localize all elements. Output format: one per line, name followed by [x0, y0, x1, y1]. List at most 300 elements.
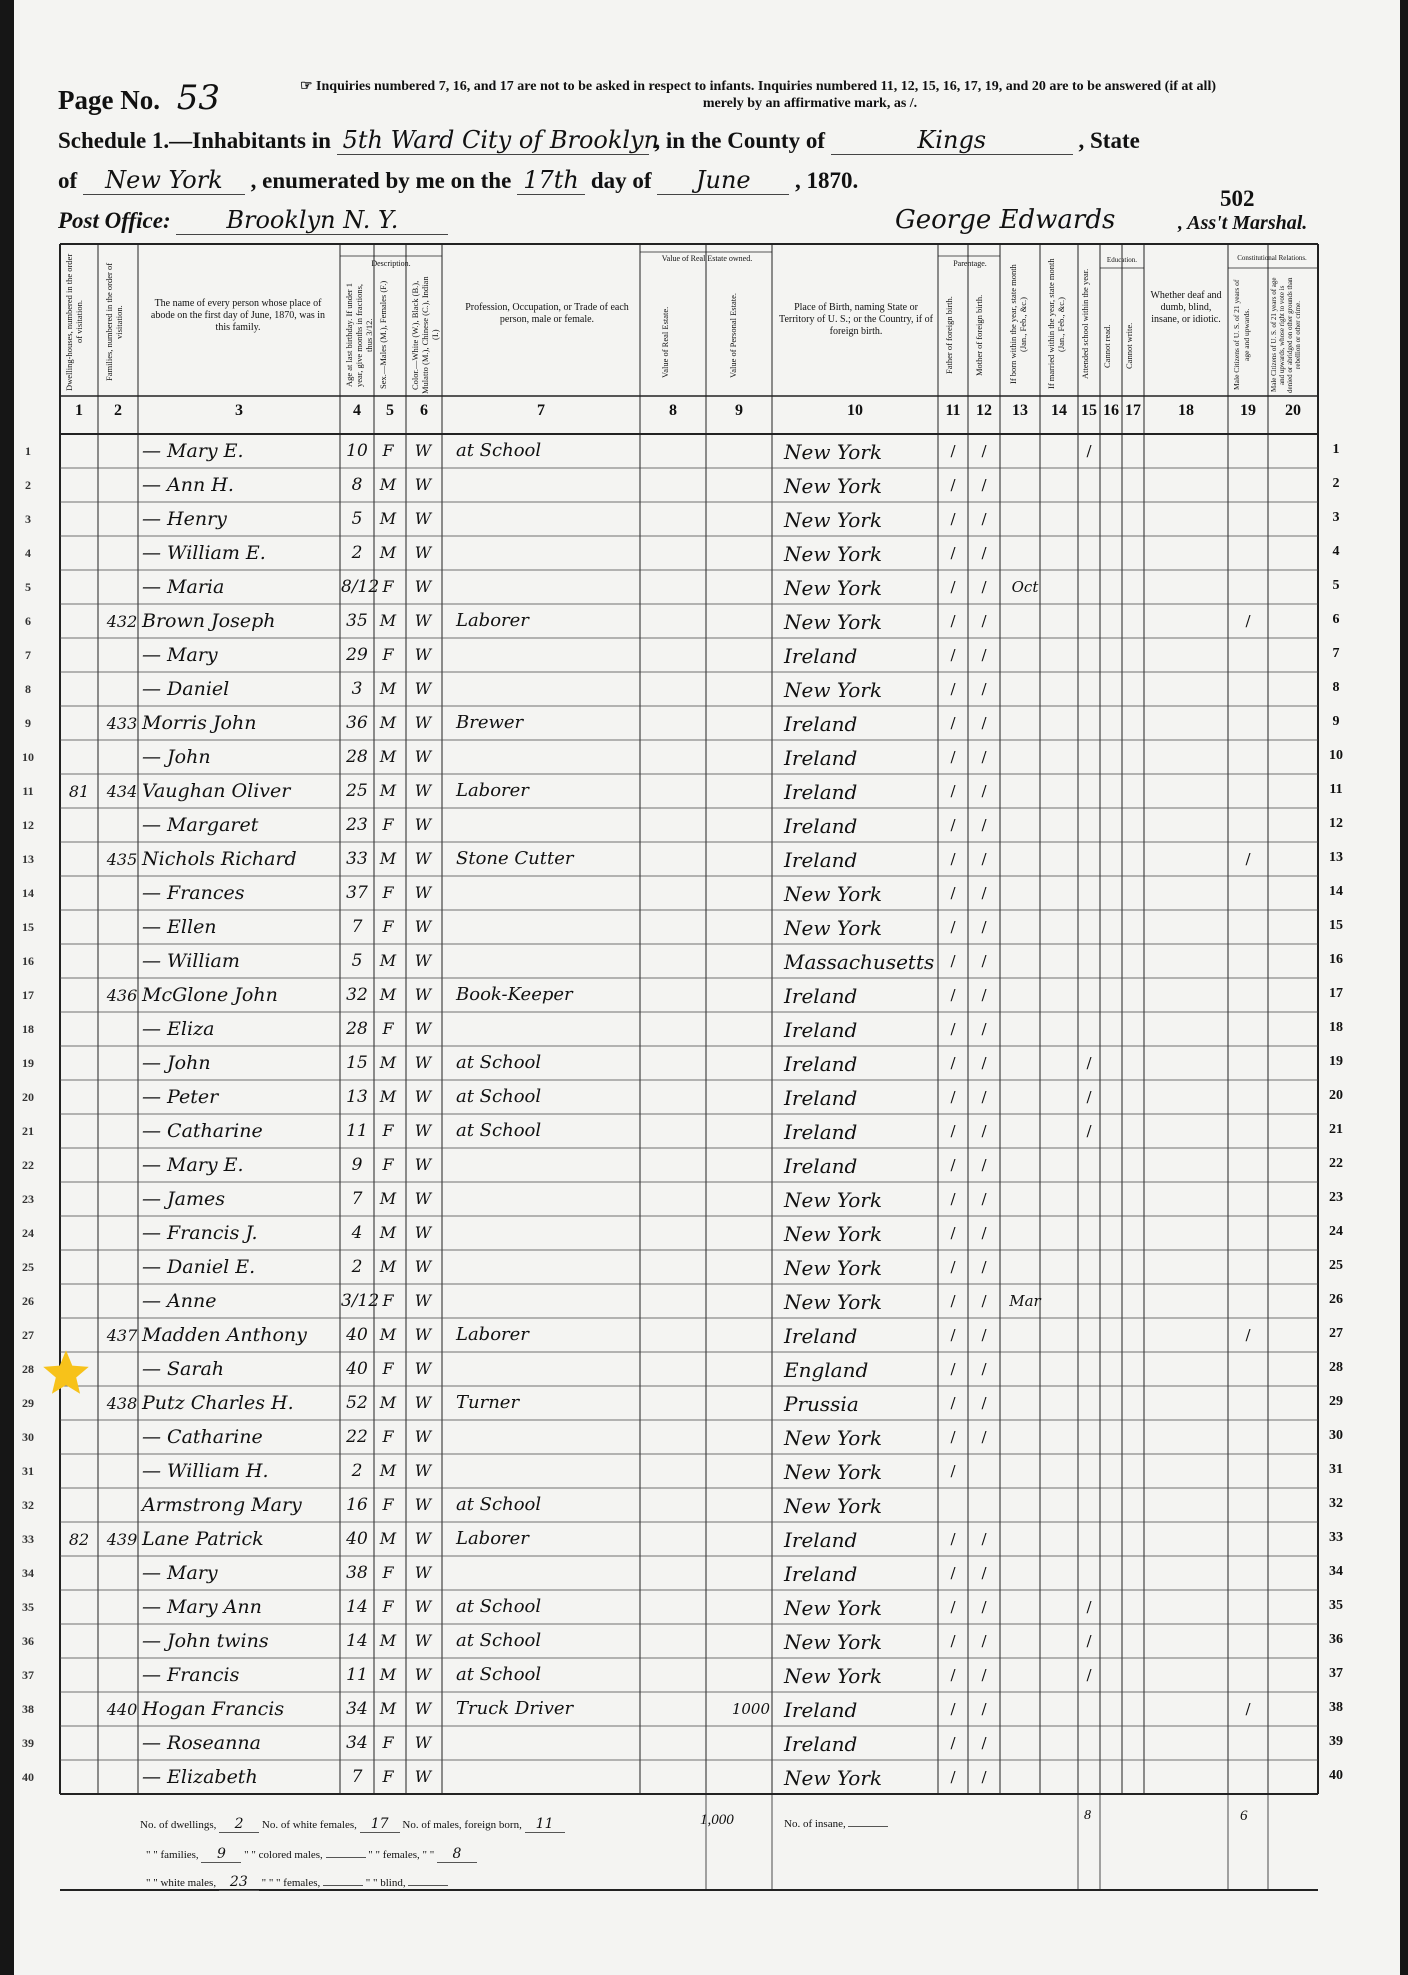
- margin-row-number: 25: [22, 1260, 34, 1274]
- father-foreign-mark: /: [950, 1360, 956, 1378]
- father-foreign-mark: /: [950, 1088, 956, 1106]
- birth-month-value: Mar: [1009, 1292, 1041, 1310]
- inquiry-note-text: ☞ Inquiries numbered 7, 16, and 17 are not to be asked in respect to infants. Inquiries numbered 11, 12, 15, 16, 17, 19, and 20 are to be answered (if at all): [300, 79, 1217, 94]
- sex-value: M: [379, 611, 397, 630]
- colored-males-value: [326, 1857, 366, 1858]
- family-number: 432: [106, 612, 138, 631]
- mother-foreign-mark: /: [981, 578, 987, 596]
- person-name: Nichols Richard: [142, 848, 297, 870]
- footer-line-1: [140, 1816, 565, 1833]
- birthplace-value: New York: [784, 1596, 882, 1620]
- row-number: 26: [1329, 1292, 1343, 1307]
- sex-value: M: [379, 1461, 397, 1480]
- margin-row-number: 9: [25, 716, 31, 730]
- marshal-signature: George Edwards: [895, 205, 1116, 235]
- row-number: 22: [1329, 1156, 1343, 1171]
- family-number: 440: [106, 1700, 138, 1719]
- row-number: 4: [1332, 544, 1340, 559]
- color-value: W: [414, 1189, 432, 1208]
- state-value: New York: [83, 166, 245, 195]
- margin-row-number: 27: [22, 1328, 34, 1342]
- row-number: 13: [1329, 850, 1343, 865]
- age-value: 40: [346, 1325, 368, 1345]
- birthplace-value: New York: [784, 576, 882, 600]
- person-name: — Henry: [142, 508, 227, 530]
- mother-foreign-mark: /: [981, 544, 987, 562]
- sex-value: F: [382, 1767, 394, 1786]
- color-value: W: [414, 951, 432, 970]
- mother-foreign-mark: /: [981, 1292, 987, 1310]
- column-number: 5: [386, 402, 394, 419]
- column-number: 16: [1103, 402, 1119, 419]
- mother-foreign-mark: /: [981, 680, 987, 698]
- color-value: W: [414, 1393, 432, 1412]
- father-foreign-mark: /: [950, 1292, 956, 1310]
- person-name: Morris John: [142, 712, 257, 734]
- column-number: 17: [1125, 402, 1141, 419]
- birthplace-value: New York: [784, 440, 882, 464]
- col-header-3: The name of every person whose place of abode on the first day of June, 1870, was in this family.: [150, 298, 326, 333]
- age-value: 14: [346, 1597, 368, 1617]
- age-value: 32: [346, 985, 368, 1005]
- margin-row-number: 8: [25, 682, 31, 696]
- row-number: 36: [1329, 1632, 1343, 1647]
- row-number: 5: [1332, 578, 1340, 593]
- father-foreign-mark: /: [950, 1054, 956, 1072]
- father-foreign-mark: /: [950, 1020, 956, 1038]
- birthplace-value: Ireland: [784, 1052, 858, 1076]
- sex-value: F: [382, 917, 394, 936]
- occupation-value: Stone Cutter: [456, 848, 574, 869]
- color-value: W: [414, 611, 432, 630]
- margin-row-number: 22: [22, 1158, 34, 1172]
- footer-line-3: [146, 1874, 448, 1891]
- mother-foreign-mark: /: [981, 476, 987, 494]
- col-header-10: Place of Birth, naming State or Territory of U. S.; or the Country, if of foreign birth.: [779, 302, 933, 337]
- age-value: 11: [346, 1665, 368, 1685]
- margin-row-number: 4: [25, 546, 31, 560]
- birthplace-value: New York: [784, 610, 882, 634]
- father-foreign-mark: /: [950, 1632, 956, 1650]
- father-foreign-mark: /: [950, 1394, 956, 1412]
- person-name: — Ann H.: [142, 474, 234, 496]
- mother-foreign-mark: /: [981, 1700, 987, 1718]
- person-name: — Peter: [142, 1086, 219, 1108]
- birthplace-value: Ireland: [784, 984, 858, 1008]
- row-number: 6: [1332, 612, 1340, 627]
- row-number: 19: [1329, 1054, 1343, 1069]
- occupation-value: Laborer: [456, 780, 529, 801]
- column-number: 18: [1178, 402, 1194, 419]
- color-value: W: [414, 1121, 432, 1140]
- column-number: 6: [420, 402, 428, 419]
- father-foreign-mark: /: [950, 1258, 956, 1276]
- white-females-value: 17: [360, 1816, 400, 1833]
- birthplace-value: New York: [784, 1222, 882, 1246]
- age-value: 52: [346, 1393, 368, 1413]
- row-number: 23: [1329, 1190, 1343, 1205]
- occupation-value: at School: [456, 440, 542, 461]
- foreign-females-value: 8: [437, 1846, 477, 1863]
- age-value: 15: [346, 1053, 368, 1073]
- education-header: Education.: [1106, 256, 1138, 264]
- father-foreign-mark: /: [950, 1326, 956, 1344]
- citizen-mark: /: [1245, 612, 1251, 630]
- color-value: W: [414, 1427, 432, 1446]
- age-value: 3: [351, 679, 363, 699]
- mother-foreign-mark: /: [981, 1054, 987, 1072]
- father-foreign-mark: /: [950, 680, 956, 698]
- father-foreign-mark: /: [950, 1598, 956, 1616]
- row-number: 20: [1329, 1088, 1343, 1103]
- person-name: — Sarah: [142, 1358, 225, 1380]
- age-value: 2: [351, 543, 363, 563]
- birthplace-value: Ireland: [784, 1324, 858, 1348]
- person-name: Vaughan Oliver: [142, 780, 291, 802]
- column-number: 7: [537, 402, 545, 419]
- person-name: — John: [142, 1052, 211, 1074]
- father-foreign-mark: /: [950, 476, 956, 494]
- color-value: W: [414, 1257, 432, 1276]
- family-number: 437: [106, 1326, 138, 1345]
- mother-foreign-mark: /: [981, 1530, 987, 1548]
- column-number: 9: [735, 402, 743, 419]
- row-number: 33: [1329, 1530, 1343, 1545]
- age-value: 10: [346, 441, 368, 461]
- age-value: 23: [346, 815, 368, 835]
- age-value: 37: [346, 883, 368, 903]
- sex-value: F: [382, 577, 394, 596]
- column-number: 1: [75, 402, 83, 419]
- color-value: W: [414, 1223, 432, 1242]
- age-value: 33: [346, 849, 368, 869]
- color-value: W: [414, 1665, 432, 1684]
- row-number: 9: [1332, 714, 1340, 729]
- mother-foreign-mark: /: [981, 782, 987, 800]
- row-number: 27: [1329, 1326, 1343, 1341]
- column-number: 19: [1240, 402, 1256, 419]
- father-foreign-mark: /: [950, 544, 956, 562]
- white-males-label: " " white males,: [146, 1877, 217, 1889]
- occupation-value: Laborer: [456, 610, 529, 631]
- school-mark: /: [1086, 1598, 1092, 1616]
- father-foreign-mark: /: [950, 1224, 956, 1242]
- blind-label: " " blind,: [365, 1877, 406, 1889]
- mother-foreign-mark: /: [981, 748, 987, 766]
- row-number: 24: [1329, 1224, 1343, 1239]
- person-name: — Mary: [142, 644, 218, 666]
- mother-foreign-mark: /: [981, 1768, 987, 1786]
- school-mark: /: [1086, 1054, 1092, 1072]
- color-value: W: [414, 747, 432, 766]
- mother-foreign-mark: /: [981, 1734, 987, 1752]
- margin-row-number: 29: [22, 1396, 34, 1410]
- mother-foreign-mark: /: [981, 918, 987, 936]
- insane-value: [848, 1826, 888, 1827]
- sex-value: M: [379, 1325, 397, 1344]
- column-number: 20: [1285, 402, 1301, 419]
- color-value: W: [414, 1597, 432, 1616]
- margin-row-number: 18: [22, 1022, 34, 1036]
- father-foreign-mark: /: [950, 918, 956, 936]
- margin-row-number: 5: [25, 580, 31, 594]
- row-number: 16: [1329, 952, 1343, 967]
- row-number: 8: [1332, 680, 1340, 695]
- father-foreign-mark: /: [950, 612, 956, 630]
- occupation-value: Turner: [456, 1392, 520, 1413]
- birthplace-value: Massachusetts: [784, 950, 935, 974]
- sex-value: F: [382, 1733, 394, 1752]
- occupation-value: Laborer: [456, 1528, 529, 1549]
- mother-foreign-mark: /: [981, 1122, 987, 1140]
- father-foreign-mark: /: [950, 850, 956, 868]
- column-number: 11: [945, 402, 961, 419]
- col-header-17: Cannot write.: [1124, 322, 1134, 370]
- foreign-males-value: 11: [525, 1816, 565, 1833]
- person-name: — Margaret: [142, 814, 259, 836]
- color-value: W: [414, 1699, 432, 1718]
- age-value: 40: [346, 1359, 368, 1379]
- color-value: W: [414, 679, 432, 698]
- color-value: W: [414, 1733, 432, 1752]
- father-foreign-mark: /: [950, 1768, 956, 1786]
- margin-row-number: 6: [25, 614, 31, 628]
- person-name: — William H.: [142, 1460, 269, 1482]
- margin-row-number: 36: [22, 1634, 34, 1648]
- color-value: W: [414, 815, 432, 834]
- family-number: 438: [106, 1394, 138, 1413]
- person-name: — Catharine: [142, 1120, 263, 1142]
- mother-foreign-mark: /: [981, 816, 987, 834]
- sex-value: F: [382, 815, 394, 834]
- birthplace-value: Ireland: [784, 1698, 858, 1722]
- color-value: W: [414, 509, 432, 528]
- col-header-13: If born within the year, state month (Jan., Feb., &c.): [1008, 264, 1028, 384]
- row-number: 21: [1329, 1122, 1343, 1137]
- sex-value: F: [382, 1291, 394, 1310]
- day-value: 17th: [517, 166, 585, 195]
- birthplace-value: England: [784, 1358, 869, 1382]
- sex-value: M: [379, 679, 397, 698]
- age-value: 9: [351, 1155, 363, 1175]
- margin-row-number: 17: [22, 988, 34, 1002]
- family-number: 435: [106, 850, 138, 869]
- father-foreign-mark: /: [950, 578, 956, 596]
- mother-foreign-mark: /: [981, 442, 987, 460]
- colored-males-label: " " colored males,: [244, 1849, 323, 1861]
- birthplace-value: New York: [784, 542, 882, 566]
- age-value: 7: [351, 1189, 363, 1209]
- margin-row-number: 28: [22, 1362, 34, 1376]
- birthplace-value: New York: [784, 508, 882, 532]
- birthplace-value: Ireland: [784, 780, 858, 804]
- person-name: — Ellen: [142, 916, 217, 938]
- mother-foreign-mark: /: [981, 646, 987, 664]
- person-name: — William: [142, 950, 240, 972]
- person-name: — Francis: [142, 1664, 240, 1686]
- margin-row-number: 20: [22, 1090, 34, 1104]
- col-header-20: Male Citizens of U. S. of 21 years of age and upwards, whose right to vote is denied or abridged on other grounds than rebellion or other crime.: [1270, 277, 1302, 393]
- col-header-12: Mother of foreign birth.: [974, 294, 984, 376]
- family-number: 434: [106, 782, 138, 801]
- person-name: — William E.: [142, 542, 266, 564]
- margin-row-number: 3: [25, 512, 31, 526]
- col-header-11: Father of foreign birth.: [944, 296, 954, 374]
- margin-row-number: 32: [22, 1498, 34, 1512]
- row-number: 31: [1329, 1462, 1343, 1477]
- birthplace-value: Ireland: [784, 644, 858, 668]
- age-value: 7: [351, 917, 363, 937]
- occupation-value: at School: [456, 1596, 542, 1617]
- sex-value: M: [379, 747, 397, 766]
- margin-row-number: 16: [22, 954, 34, 968]
- sex-value: M: [379, 1631, 397, 1650]
- sex-value: M: [379, 951, 397, 970]
- mother-foreign-mark: /: [981, 1632, 987, 1650]
- margin-row-number: 11: [22, 784, 34, 798]
- margin-row-number: 1: [25, 444, 31, 458]
- color-value: W: [414, 917, 432, 936]
- ward-value: 5th Ward City of Brooklyn: [337, 126, 649, 155]
- person-name: — Elizabeth: [142, 1766, 258, 1788]
- page-label: Page No.: [58, 85, 160, 115]
- person-name: — Mary E.: [142, 440, 244, 462]
- col-header-18: Whether deaf and dumb, blind, insane, or idiotic.: [1150, 290, 1222, 325]
- personal-estate-value: 1000: [731, 1700, 770, 1718]
- age-value: 14: [346, 1631, 368, 1651]
- birthplace-value: New York: [784, 1630, 882, 1654]
- color-value: W: [414, 1359, 432, 1378]
- age-value: 11: [346, 1121, 368, 1141]
- color-value: W: [414, 713, 432, 732]
- white-males-value: 23: [219, 1874, 259, 1891]
- sex-value: M: [379, 543, 397, 562]
- star-icon[interactable]: [40, 1347, 92, 1399]
- birthplace-value: Ireland: [784, 746, 858, 770]
- age-value: 29: [346, 645, 368, 665]
- birthplace-value: Ireland: [784, 1562, 858, 1586]
- margin-row-number: 15: [22, 920, 34, 934]
- citizen-mark: /: [1245, 1700, 1251, 1718]
- color-value: W: [414, 781, 432, 800]
- col-header-5: Sex.—Males (M.), Females (F.): [378, 280, 388, 390]
- margin-row-number: 35: [22, 1600, 34, 1614]
- birthplace-value: Ireland: [784, 1086, 858, 1110]
- father-foreign-mark: /: [950, 1530, 956, 1548]
- col-header-2: Families, numbered in the order of visitation.: [104, 262, 124, 382]
- person-name: — John: [142, 746, 211, 768]
- col-header-6: Color.—White (W.), Black (B.), Mulatto (M.), Chinese (C.), Indian (I.): [410, 276, 440, 394]
- sex-value: F: [382, 883, 394, 902]
- margin-row-number: 23: [22, 1192, 34, 1206]
- school-mark: /: [1086, 1632, 1092, 1650]
- age-value: 22: [346, 1427, 368, 1447]
- col-header-7: Profession, Occupation, or Trade of each person, male or female.: [465, 302, 629, 325]
- row-number: 3: [1332, 510, 1340, 525]
- color-value: W: [414, 1563, 432, 1582]
- parentage-header: Parentage.: [953, 259, 987, 268]
- sex-value: F: [382, 1495, 394, 1514]
- mother-foreign-mark: /: [981, 714, 987, 732]
- sex-value: F: [382, 1597, 394, 1616]
- color-value: W: [414, 1529, 432, 1548]
- row-number: 28: [1329, 1360, 1343, 1375]
- sex-value: M: [379, 509, 397, 528]
- day-of-label: day of: [590, 168, 652, 193]
- dwelling-number: 82: [68, 1530, 90, 1549]
- birthplace-value: New York: [784, 1664, 882, 1688]
- post-office-label: Post Office:: [58, 208, 171, 233]
- family-number: 436: [106, 986, 138, 1005]
- insane-count: [784, 1818, 888, 1830]
- year-label: , 1870.: [795, 168, 859, 193]
- mother-foreign-mark: /: [981, 986, 987, 1004]
- birthplace-value: Ireland: [784, 1018, 858, 1042]
- mother-foreign-mark: /: [981, 1088, 987, 1106]
- father-foreign-mark: /: [950, 714, 956, 732]
- sex-value: M: [379, 1053, 397, 1072]
- occupation-value: at School: [456, 1120, 542, 1141]
- schedule-label: Schedule 1.—Inhabitants in: [58, 128, 331, 153]
- sex-value: M: [379, 1087, 397, 1106]
- birthplace-value: New York: [784, 474, 882, 498]
- margin-row-number: 14: [22, 886, 34, 900]
- school-mark: /: [1086, 1122, 1092, 1140]
- blind-value: [408, 1885, 448, 1886]
- row-number: 10: [1329, 748, 1343, 763]
- mother-foreign-mark: /: [981, 1224, 987, 1242]
- father-foreign-mark: /: [950, 1700, 956, 1718]
- occupation-value: at School: [456, 1664, 542, 1685]
- row-number: 7: [1332, 646, 1340, 661]
- father-foreign-mark: /: [950, 1190, 956, 1208]
- color-value: W: [414, 543, 432, 562]
- mother-foreign-mark: /: [981, 1394, 987, 1412]
- row-number: 1: [1332, 442, 1340, 457]
- school-total: 8: [1084, 1808, 1091, 1823]
- personal-estate-total: 1,000: [700, 1812, 734, 1828]
- col-header-15: Attended school within the year.: [1080, 268, 1090, 380]
- birthplace-value: New York: [784, 1426, 882, 1450]
- person-name: — Mary: [142, 1562, 218, 1584]
- row-number: 40: [1329, 1768, 1343, 1783]
- color-value: W: [414, 1325, 432, 1344]
- dwellings-value: 2: [219, 1816, 259, 1833]
- column-number: 15: [1081, 402, 1097, 419]
- person-name: — Daniel: [142, 678, 230, 700]
- citizens-total: 6: [1240, 1808, 1248, 1824]
- row-number: 29: [1329, 1394, 1343, 1409]
- school-mark: /: [1086, 442, 1092, 460]
- mother-foreign-mark: /: [981, 1156, 987, 1174]
- age-value: 4: [351, 1223, 363, 1243]
- person-name: Hogan Francis: [142, 1698, 285, 1720]
- column-number: 4: [353, 402, 361, 419]
- mother-foreign-mark: /: [981, 1020, 987, 1038]
- age-value: 28: [346, 1019, 368, 1039]
- citizen-mark: /: [1245, 850, 1251, 868]
- occupation-value: at School: [456, 1086, 542, 1107]
- person-name: — John twins: [142, 1630, 269, 1652]
- sex-value: M: [379, 1393, 397, 1412]
- families-value: 9: [201, 1846, 241, 1863]
- birthplace-value: Ireland: [784, 1120, 858, 1144]
- occupation-value: at School: [456, 1630, 542, 1651]
- person-name: — Mary Ann: [142, 1596, 262, 1618]
- father-foreign-mark: /: [950, 510, 956, 528]
- margin-row-number: 21: [22, 1124, 34, 1138]
- age-value: 2: [351, 1257, 363, 1277]
